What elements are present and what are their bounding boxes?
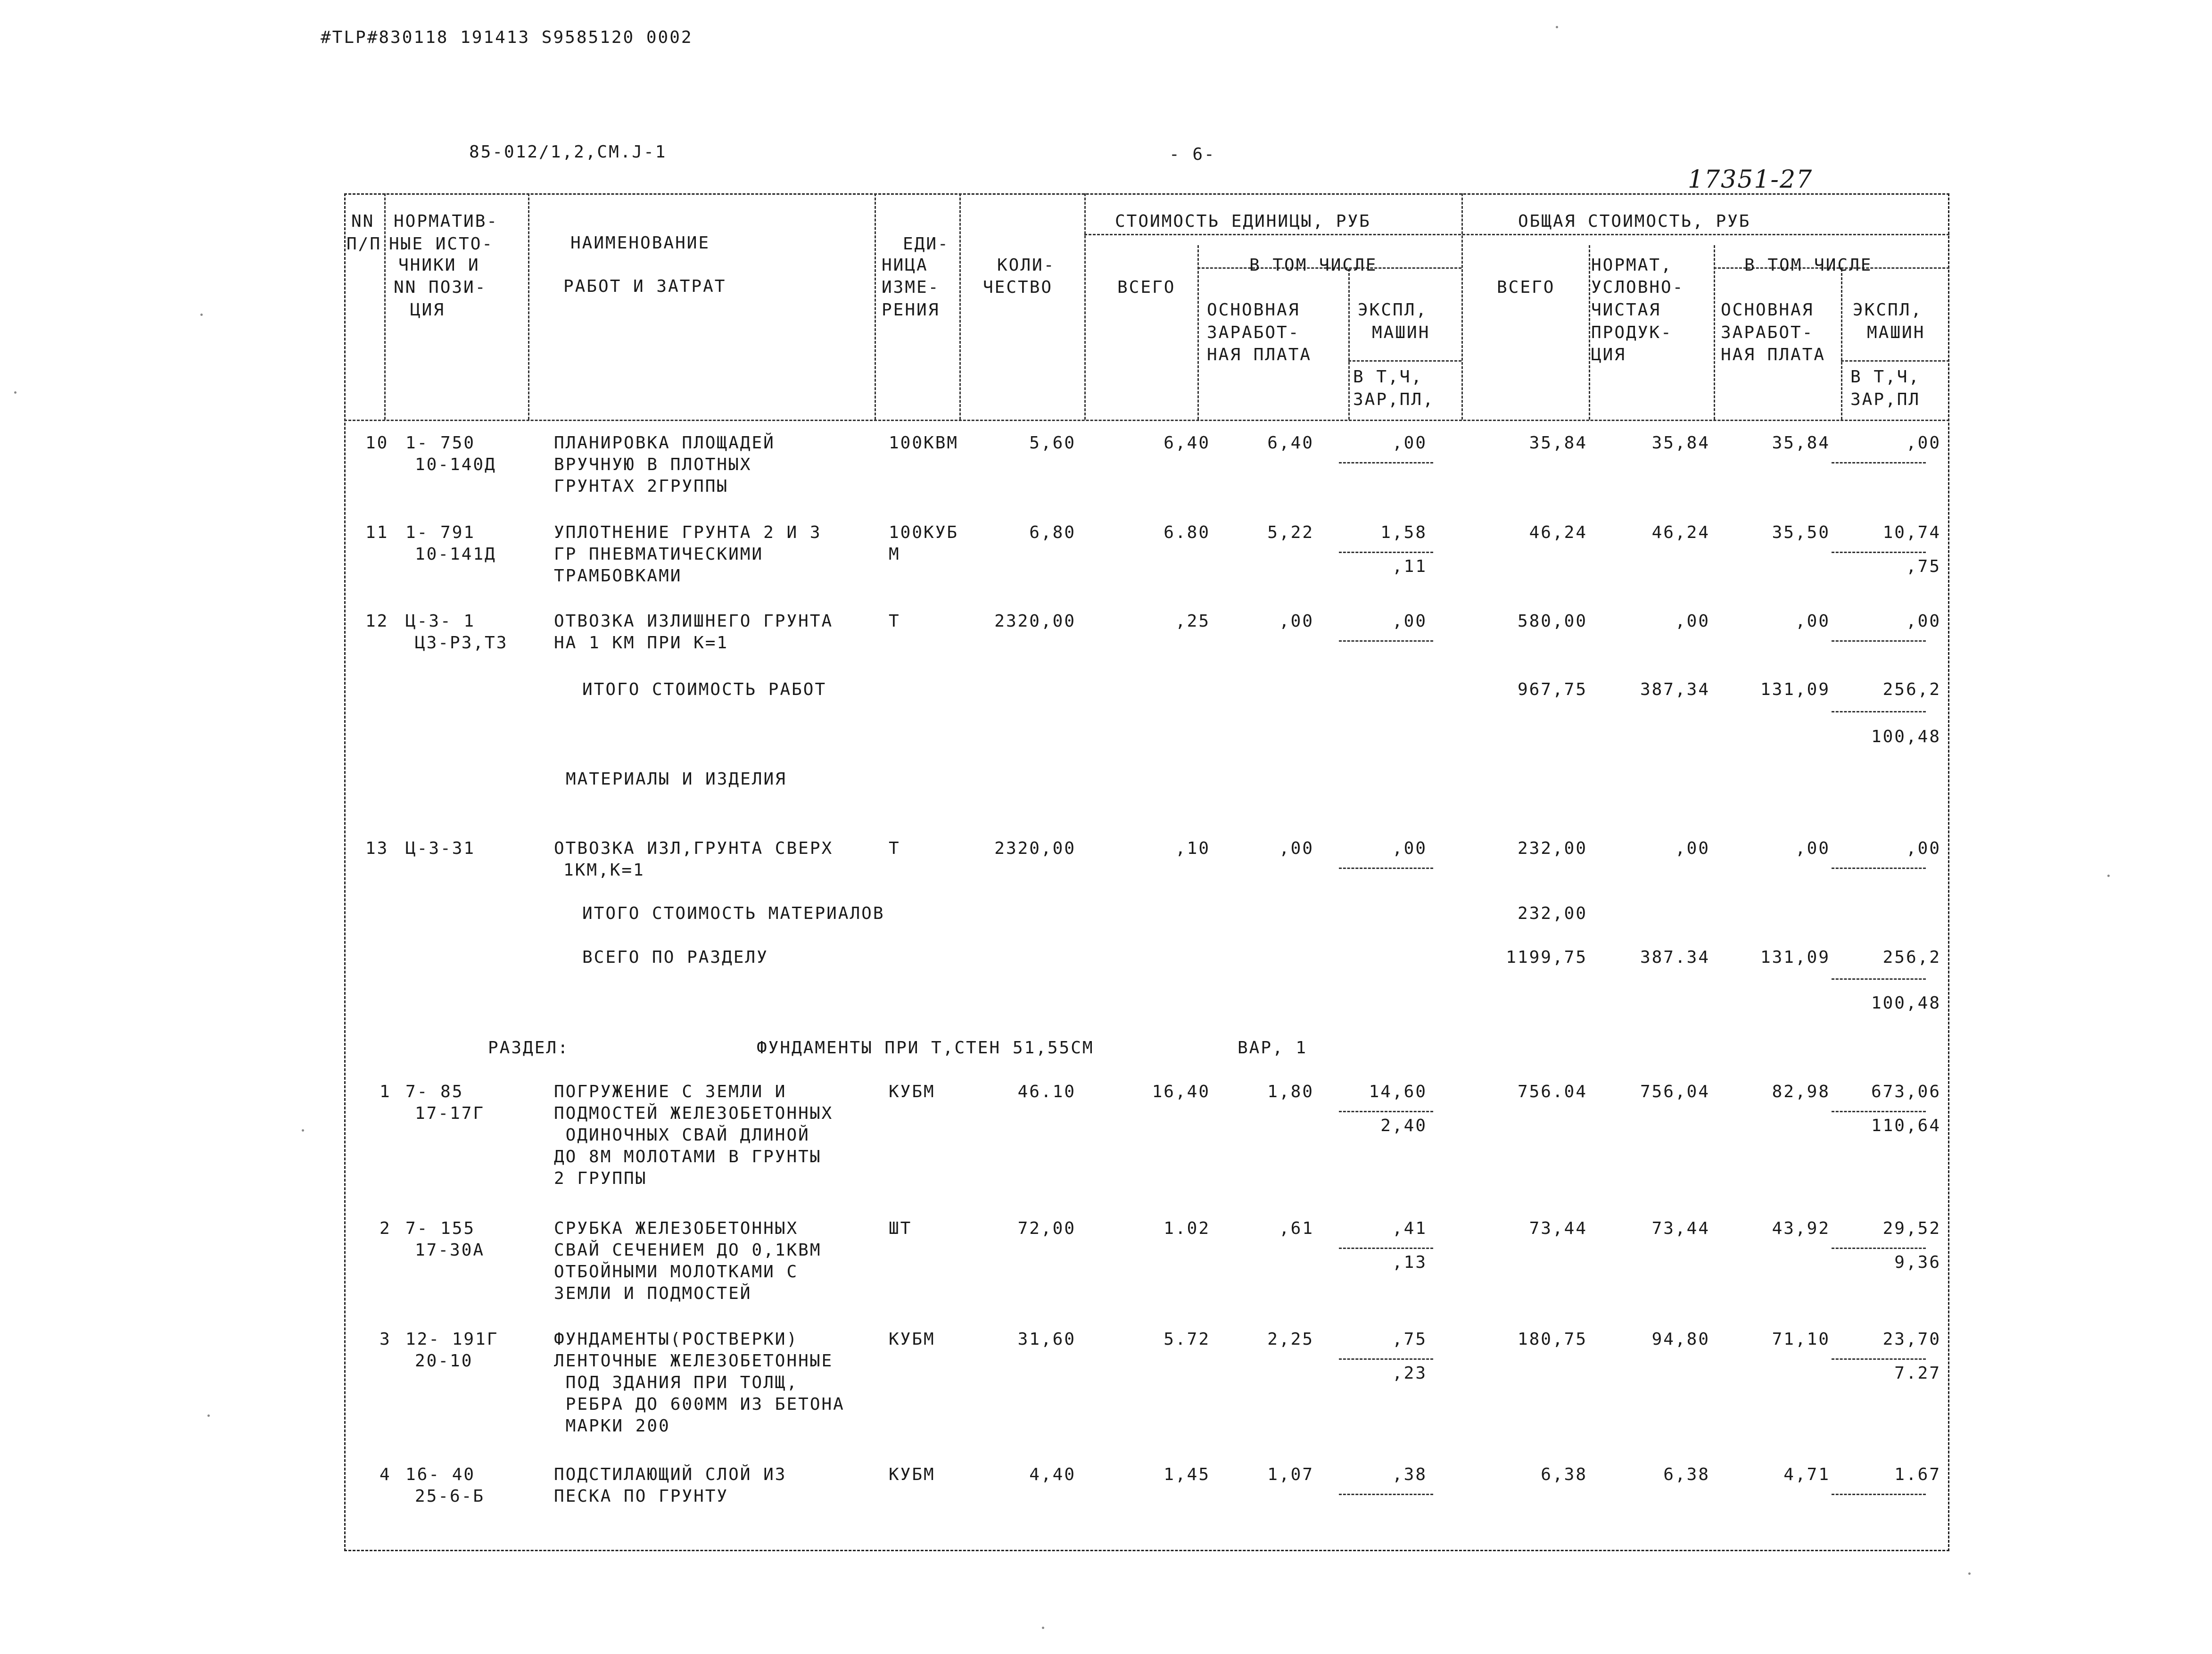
row-unit-machines: 1,58 <box>1380 523 1427 542</box>
row-total-wage: 35,84 <box>1772 433 1830 453</box>
sub-rule <box>1832 868 1926 869</box>
row-unit-wage: 1,80 <box>1267 1082 1314 1101</box>
row-qty: 46.10 <box>1017 1082 1076 1101</box>
row-unit-machine-wage: ,23 <box>1392 1364 1427 1383</box>
materials-title: МАТЕРИАЛЫ И ИЗДЕЛИЯ <box>566 769 787 789</box>
row-total-wage: ,00 <box>1795 839 1830 858</box>
row-total: 6,38 <box>1541 1465 1587 1484</box>
row-name: ПЕСКА ПО ГРУНТУ <box>554 1487 729 1506</box>
itogo-rabot-all: 967,75 <box>1517 680 1587 699</box>
header-unit-3: ИЗМЕ- <box>882 278 940 297</box>
row-total-wage: 43,92 <box>1772 1219 1830 1238</box>
col-divider-nn <box>384 193 386 420</box>
row-name: ПОД ЗДАНИЯ ПРИ ТОЛЩ, <box>554 1373 799 1392</box>
row-total-machines: 29,52 <box>1882 1219 1941 1238</box>
header-qty-2: ЧЕСТВО <box>983 278 1053 297</box>
row-name: ГР ПНЕВМАТИЧЕСКИМИ <box>554 545 764 564</box>
sub-rule <box>1832 1358 1926 1360</box>
row-code: 7- 85 <box>405 1082 464 1101</box>
row-unit-total: 6,40 <box>1164 433 1210 453</box>
row-code: 7- 155 <box>405 1219 476 1238</box>
scan-speck <box>207 1414 210 1417</box>
col-divider-uall <box>1197 245 1199 420</box>
row-code: 1- 791 <box>405 523 476 542</box>
row-unit: ШТ <box>889 1219 912 1238</box>
itogo-rabot-eks: 256,2 <box>1882 680 1941 699</box>
row-unit-machines: ,00 <box>1392 433 1427 453</box>
header-vtzp-1: В Т,Ч, <box>1353 367 1423 387</box>
row-total-machine-wage: 7.27 <box>1894 1364 1941 1383</box>
col-divider-tosn <box>1841 269 1842 420</box>
row-number: 3 <box>380 1330 391 1349</box>
row-code: Ц-3-31 <box>405 839 476 858</box>
header-bottom-rule <box>344 420 1949 421</box>
header-norm-1: НОРМАТИВ- <box>394 212 499 231</box>
sub-rule <box>1339 868 1433 869</box>
col-divider-qty <box>1084 193 1086 420</box>
scan-speck <box>200 314 203 316</box>
header-norm-2: НЫЕ ИСТО- <box>389 234 494 254</box>
row-name: ПОГРУЖЕНИЕ С ЗЕМЛИ И <box>554 1082 787 1101</box>
row-name: СРУБКА ЖЕЛЕЗОБЕТОННЫХ <box>554 1219 799 1238</box>
row-unit-wage: ,61 <box>1279 1219 1314 1238</box>
scan-speck <box>2107 875 2110 877</box>
row-total-machines: ,00 <box>1906 612 1941 631</box>
sheet-reference: 85-012/1,2,СМ.J-1 <box>469 142 667 162</box>
row-unit: КУБМ <box>889 1330 935 1349</box>
eks-subrule-1 <box>1348 360 1461 362</box>
row-unit-wage: ,00 <box>1279 839 1314 858</box>
sub-rule <box>1339 640 1433 642</box>
row-total-wage: 82,98 <box>1772 1082 1830 1101</box>
col-divider-name <box>875 193 876 420</box>
row-name: СВАЙ СЕЧЕНИЕМ ДО 0,1КВМ <box>554 1240 822 1260</box>
row-unit: КУБМ <box>889 1465 935 1484</box>
row-code: 10-141Д <box>415 545 496 564</box>
col-divider-uosn <box>1348 269 1350 420</box>
row-unit-total: ,25 <box>1175 612 1210 631</box>
col-divider-ucost <box>1461 193 1463 420</box>
header-normat-3: ЧИСТАЯ <box>1591 300 1661 320</box>
row-name: ФУНДАМЕНТЫ(РОСТВЕРКИ) <box>554 1330 799 1349</box>
row-unit-total: 1,45 <box>1164 1465 1210 1484</box>
row-unit-total: 16,40 <box>1152 1082 1210 1101</box>
header-name-1: НАИМЕНОВАНИЕ <box>570 233 710 253</box>
row-number: 2 <box>380 1219 391 1238</box>
header-unit-cost-title: СТОИМОСТЬ ЕДИНИЦЫ, РУБ <box>1115 212 1371 231</box>
header-eks-2: МАШИН <box>1372 323 1430 342</box>
row-unit-machine-wage: ,13 <box>1392 1253 1427 1272</box>
vsego-razdel-eks: 256,2 <box>1882 948 1941 967</box>
sub-rule <box>1339 552 1433 553</box>
row-name: ДО 8М МОЛОТАМИ В ГРУНТЫ <box>554 1147 822 1166</box>
row-unit: Т <box>889 839 900 858</box>
row-total: 232,00 <box>1517 839 1587 858</box>
header-norm-5: ЦИЯ <box>410 300 446 320</box>
row-unit-machines: 14,60 <box>1369 1082 1427 1101</box>
row-code: 17-30А <box>415 1240 485 1260</box>
row-total-normat: 94,80 <box>1651 1330 1710 1349</box>
row-total-normat: 46,24 <box>1651 523 1710 542</box>
header-total-vsego: ВСЕГО <box>1497 278 1555 297</box>
row-unit-wage: 6,40 <box>1267 433 1314 453</box>
header-osn-1: ОСНОВНАЯ <box>1207 300 1300 320</box>
row-number: 12 <box>365 612 389 631</box>
row-unit-machines: ,00 <box>1392 612 1427 631</box>
sub-rule <box>1832 640 1926 642</box>
row-unit: КУБМ <box>889 1082 935 1101</box>
row-unit: М <box>889 545 900 564</box>
row-unit-wage: 1,07 <box>1267 1465 1314 1484</box>
header-unit-vsego: ВСЕГО <box>1117 278 1176 297</box>
row-total-machines: 1.67 <box>1894 1465 1941 1484</box>
row-unit-machine-wage: ,11 <box>1392 557 1427 576</box>
row-unit-total: ,10 <box>1175 839 1210 858</box>
row-name: ЛЕНТОЧНЫЕ ЖЕЛЕЗОБЕТОННЫЕ <box>554 1351 834 1371</box>
header-name-2: РАБОТ И ЗАТРАТ <box>563 277 726 296</box>
row-number: 11 <box>365 523 389 542</box>
row-unit-machines: ,38 <box>1392 1465 1427 1484</box>
row-name: ПОДСТИЛАЮЩИЙ СЛОЙ ИЗ <box>554 1465 787 1484</box>
row-qty: 4,40 <box>1029 1465 1076 1484</box>
row-total-wage: 4,71 <box>1783 1465 1830 1484</box>
header-osn-3: НАЯ ПЛАТА <box>1207 345 1312 364</box>
section-label: РАЗДЕЛ: <box>488 1038 570 1058</box>
itogo-rabot-osn: 131,09 <box>1760 680 1830 699</box>
row-code: 20-10 <box>415 1351 473 1371</box>
header-vtzp2-1: В Т,Ч, <box>1850 367 1921 387</box>
row-unit: 100КВМ <box>889 433 959 453</box>
row-unit-wage: 2,25 <box>1267 1330 1314 1349</box>
row-total-machine-wage: 9,36 <box>1894 1253 1941 1272</box>
row-name: МАРКИ 200 <box>554 1416 670 1436</box>
row-total-machines: 23,70 <box>1882 1330 1941 1349</box>
row-qty: 2320,00 <box>994 839 1076 858</box>
itogo-rabot-zp: 100,48 <box>1871 727 1941 746</box>
row-unit: 100КУБ <box>889 523 959 542</box>
sub-rule <box>1339 1111 1433 1112</box>
row-qty: 5,60 <box>1029 433 1076 453</box>
section-variant: ВАР, 1 <box>1238 1038 1308 1058</box>
header-osn2-3: НАЯ ПЛАТА <box>1721 345 1826 364</box>
scan-speck <box>1968 1572 1971 1575</box>
header-norm-3: ЧНИКИ И <box>398 256 480 275</box>
unit-cost-subrule <box>1084 234 1949 235</box>
scan-speck <box>1556 26 1558 28</box>
row-unit-total: 6.80 <box>1164 523 1210 542</box>
row-total-wage: 35,50 <box>1772 523 1830 542</box>
scan-speck <box>14 391 17 394</box>
row-unit-machine-wage: 2,40 <box>1380 1116 1427 1135</box>
row-code: Ц-3- 1 <box>405 612 476 631</box>
row-total-wage: 71,10 <box>1772 1330 1830 1349</box>
handwritten-number: 17351-27 <box>1688 165 1813 194</box>
row-name: ТРАМБОВКАМИ <box>554 566 682 586</box>
header-nn: NN <box>351 212 375 231</box>
row-total-machine-wage: 110,64 <box>1871 1116 1941 1135</box>
row-total-machines: 10,74 <box>1882 523 1941 542</box>
header-unit-1: ЕДИ- <box>903 234 949 254</box>
header-total-vtom: В ТОМ ЧИСЛЕ <box>1744 256 1873 275</box>
row-number: 1 <box>380 1082 391 1101</box>
header-eks-1: ЭКСПЛ, <box>1358 300 1428 320</box>
vsego-razdel-rule <box>1832 978 1926 980</box>
header-unit-2: НИЦА <box>882 256 928 275</box>
row-total-wage: ,00 <box>1795 612 1830 631</box>
row-total-normat: ,00 <box>1675 839 1710 858</box>
row-unit: Т <box>889 612 900 631</box>
section-title: ФУНДАМЕНТЫ ПРИ Т,СТЕН 51,55СМ <box>757 1038 1094 1058</box>
row-total-machines: 673,06 <box>1871 1082 1941 1101</box>
header-normat-5: ЦИЯ <box>1591 345 1626 364</box>
vsego-razdel-all: 1199,75 <box>1506 948 1587 967</box>
row-total: 756.04 <box>1517 1082 1587 1101</box>
header-normat-1: НОРМАТ, <box>1591 256 1673 275</box>
vsego-razdel-label: ВСЕГО ПО РАЗДЕЛУ <box>582 948 768 967</box>
row-unit-machines: ,75 <box>1392 1330 1427 1349</box>
row-name: НА 1 КМ ПРИ К=1 <box>554 633 729 653</box>
row-qty: 6,80 <box>1029 523 1076 542</box>
sub-rule <box>1339 462 1433 463</box>
vsego-razdel-norm: 387.34 <box>1640 948 1710 967</box>
row-total-normat: ,00 <box>1675 612 1710 631</box>
row-unit-machines: ,41 <box>1392 1219 1427 1238</box>
sub-rule <box>1832 1248 1926 1249</box>
row-unit-machines: ,00 <box>1392 839 1427 858</box>
row-number: 13 <box>365 839 389 858</box>
itogo-mat-all: 232,00 <box>1517 904 1587 923</box>
row-unit-total: 1.02 <box>1164 1219 1210 1238</box>
row-code: 25-6-Б <box>415 1487 485 1506</box>
row-code: 17-17Г <box>415 1104 485 1123</box>
header-eks2-1: ЭКСПЛ, <box>1853 300 1923 320</box>
row-total-normat: 6,38 <box>1663 1465 1710 1484</box>
header-total-cost-title: ОБЩАЯ СТОИМОСТЬ, РУБ <box>1518 212 1751 231</box>
col-divider-norm <box>528 193 529 420</box>
row-code: 1- 750 <box>405 433 476 453</box>
header-osn2-2: ЗАРАБОТ- <box>1721 323 1814 342</box>
vsego-razdel-osn: 131,09 <box>1760 948 1830 967</box>
row-total-normat: 756,04 <box>1640 1082 1710 1101</box>
row-total-machine-wage: ,75 <box>1906 557 1941 576</box>
row-name: РЕБРА ДО 600ММ ИЗ БЕТОНА <box>554 1395 845 1414</box>
itogo-rabot-norm: 387,34 <box>1640 680 1710 699</box>
row-total-machines: ,00 <box>1906 433 1941 453</box>
row-code: 10-140Д <box>415 455 496 474</box>
sub-rule <box>1339 1248 1433 1249</box>
row-name: ОТВОЗКА ИЗЛИШНЕГО ГРУНТА <box>554 612 834 631</box>
header-norm-4: NN ПОЗИ- <box>394 278 487 297</box>
header-normat-4: ПРОДУК- <box>1591 323 1673 342</box>
row-name: ГРУНТАХ 2ГРУППЫ <box>554 477 729 496</box>
header-eks2-2: МАШИН <box>1867 323 1925 342</box>
header-pp: П/П <box>347 234 382 254</box>
sub-rule <box>1832 552 1926 553</box>
row-total-normat: 35,84 <box>1651 433 1710 453</box>
document-id: #TLP#830118 191413 S9585120 0002 <box>321 28 693 47</box>
itogo-rabot-rule <box>1832 711 1926 712</box>
row-number: 10 <box>365 433 389 453</box>
row-code: 16- 40 <box>405 1465 476 1484</box>
row-name: ОТВОЗКА ИЗЛ,ГРУНТА СВЕРХ <box>554 839 834 858</box>
row-total: 46,24 <box>1529 523 1587 542</box>
eks-subrule-2 <box>1841 360 1949 362</box>
scan-speck <box>302 1129 304 1132</box>
sub-rule <box>1339 1358 1433 1360</box>
header-vtzp-2: ЗАР,ПЛ, <box>1353 390 1435 409</box>
row-qty: 31,60 <box>1017 1330 1076 1349</box>
scan-speck <box>1042 1627 1044 1629</box>
header-unit-4: РЕНИЯ <box>882 300 940 320</box>
header-osn-2: ЗАРАБОТ- <box>1207 323 1300 342</box>
row-code: 12- 191Г <box>405 1330 499 1349</box>
header-vtzp2-2: ЗАР,ПЛ <box>1850 390 1921 409</box>
row-total: 180,75 <box>1517 1330 1587 1349</box>
row-name: ОДИНОЧНЫХ СВАЙ ДЛИНОЙ <box>554 1125 810 1145</box>
row-code: Ц3-Р3,Т3 <box>415 633 508 653</box>
row-qty: 72,00 <box>1017 1219 1076 1238</box>
col-divider-tall <box>1589 245 1590 420</box>
row-name: ЗЕМЛИ И ПОДМОСТЕЙ <box>554 1284 752 1303</box>
sub-rule <box>1832 1111 1926 1112</box>
row-unit-total: 5.72 <box>1164 1330 1210 1349</box>
row-total: 73,44 <box>1529 1219 1587 1238</box>
row-total: 580,00 <box>1517 612 1587 631</box>
row-name: ОТБОЙНЫМИ МОЛОТКАМИ С <box>554 1262 799 1282</box>
row-unit-wage: ,00 <box>1279 612 1314 631</box>
row-name: 1КМ,К=1 <box>563 860 645 880</box>
row-name: ПОДМОСТЕЙ ЖЕЛЕЗОБЕТОННЫХ <box>554 1104 834 1123</box>
row-name: 2 ГРУППЫ <box>554 1169 647 1188</box>
row-unit-wage: 5,22 <box>1267 523 1314 542</box>
itogo-rabot-label: ИТОГО СТОИМОСТЬ РАБОТ <box>582 680 827 699</box>
itogo-mat-label: ИТОГО СТОИМОСТЬ МАТЕРИАЛОВ <box>582 904 885 923</box>
row-total-machines: ,00 <box>1906 839 1941 858</box>
sub-rule <box>1832 1494 1926 1495</box>
sub-rule <box>1339 1494 1433 1495</box>
page-number: - 6- <box>1169 145 1216 164</box>
row-name: УПЛОТНЕНИЕ ГРУНТА 2 И 3 <box>554 523 822 542</box>
row-total-normat: 73,44 <box>1651 1219 1710 1238</box>
header-qty-1: КОЛИ- <box>997 256 1056 275</box>
row-number: 4 <box>380 1465 391 1484</box>
header-normat-2: УСЛОВНО- <box>1591 278 1684 297</box>
vsego-razdel-zp: 100,48 <box>1871 993 1941 1013</box>
col-divider-unit <box>959 193 961 420</box>
col-divider-tnorm <box>1714 245 1715 420</box>
row-name: ПЛАНИРОВКА ПЛОЩАДЕЙ <box>554 433 775 453</box>
row-qty: 2320,00 <box>994 612 1076 631</box>
row-name: ВРУЧНУЮ В ПЛОТНЫХ <box>554 455 752 474</box>
header-osn2-1: ОСНОВНАЯ <box>1721 300 1814 320</box>
header-unit-vtom: В ТОМ ЧИСЛЕ <box>1249 256 1378 275</box>
sub-rule <box>1832 462 1926 463</box>
row-total: 35,84 <box>1529 433 1587 453</box>
